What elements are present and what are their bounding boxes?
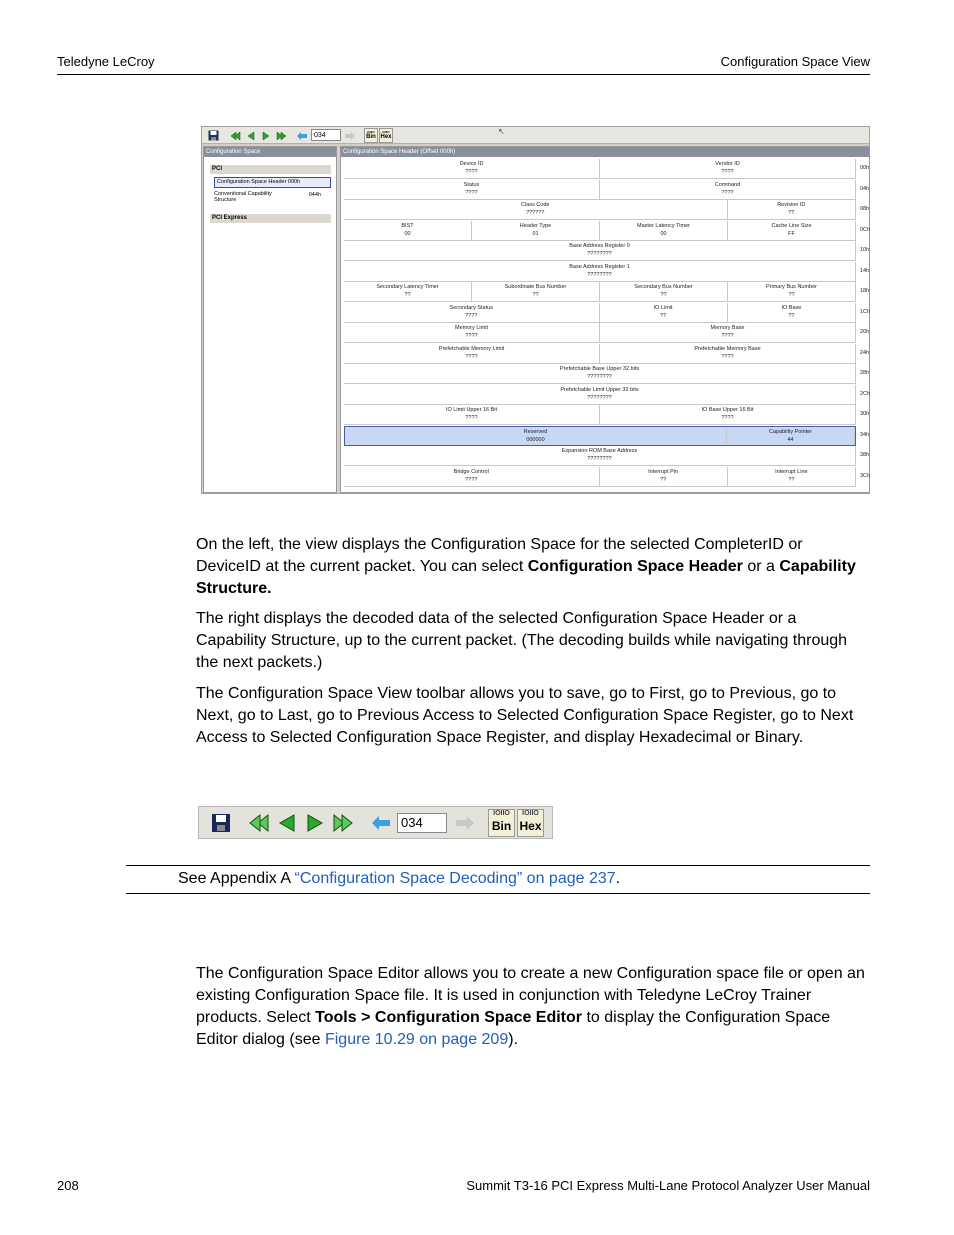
last-icon[interactable]	[275, 129, 287, 142]
para4-text-1: The Configuration Space Editor allows you to create a new Configuration space file or open an existing Configuration Space file. It is used in conjunction with Teledyne LeCroy Trainer products. Select	[196, 965, 865, 1026]
packet-number-field[interactable]: 034	[311, 129, 341, 141]
previous-access-icon[interactable]	[296, 129, 308, 142]
register-field[interactable]	[472, 282, 600, 301]
register-field-value: ????????	[587, 394, 612, 401]
para1-text-1: On the left, the view displays the Configuration Space for the selected CompleterID or DeviceID at the current packet. You can select	[196, 536, 803, 575]
register-field-name: Subordinate Bus Number	[504, 284, 567, 290]
register-field-value: ????	[721, 333, 734, 339]
register-field-name: Reserved	[523, 428, 548, 435]
register-field[interactable]	[728, 467, 856, 486]
register-field-name: Base Address Register 0	[569, 243, 630, 249]
register-cells	[344, 426, 856, 446]
screenshot-toolbar	[202, 127, 869, 144]
register-cells	[344, 303, 856, 323]
register-field-name: Interrupt Line	[775, 468, 808, 475]
config-space-toolbar	[198, 806, 553, 839]
register-field[interactable]	[344, 282, 472, 301]
register-field-value: ????	[465, 333, 478, 339]
packet-number-field[interactable]: 034	[397, 813, 447, 833]
tree-item-capability[interactable]	[214, 191, 331, 204]
register-field-name: Prefetchable Base Upper 32 bits	[559, 366, 640, 372]
register-field[interactable]	[344, 180, 600, 199]
header-rule	[57, 74, 870, 75]
register-field-name: IO Limit	[653, 304, 673, 311]
binary-button[interactable]	[488, 809, 515, 837]
register-field-name: BIST	[401, 222, 414, 229]
register-field-name: Secondary Bus Number	[634, 284, 693, 290]
next-icon[interactable]	[303, 811, 327, 835]
binary-small-label: IOIIO	[367, 130, 375, 134]
tree-item-label: Configuration Space Header 000h	[217, 179, 301, 185]
next-access-icon[interactable]	[453, 811, 477, 835]
register-field-name: Prefetchable Memory Base	[694, 345, 761, 352]
register-field-value: ??	[788, 210, 795, 216]
register-field[interactable]	[728, 303, 856, 322]
hex-button[interactable]	[379, 128, 393, 143]
cursor-icon: ↖	[498, 127, 505, 136]
save-icon[interactable]	[206, 129, 220, 142]
register-field-name: Command	[714, 181, 741, 188]
register-field-value: ????	[465, 353, 478, 360]
para1-bold-2: Capability Structure.	[196, 558, 856, 597]
register-row[interactable]	[344, 446, 871, 466]
register-field[interactable]	[600, 467, 728, 486]
register-field-name: Capability Pointer	[768, 428, 813, 435]
para4-text-3: ).	[508, 1031, 519, 1048]
register-row[interactable]	[344, 200, 871, 220]
register-offset: 04h	[860, 185, 870, 192]
register-field-value: ????????	[587, 271, 612, 278]
register-field-name: Bridge Control	[453, 468, 489, 475]
register-cells	[344, 323, 856, 343]
register-field-name: Cache Line Size	[771, 222, 812, 229]
note-appendix	[178, 868, 620, 890]
tree-section-pci[interactable]: PCI	[210, 165, 331, 174]
register-field-name: IO Limit Upper 16 Bit	[445, 407, 498, 413]
register-row[interactable]	[344, 344, 871, 364]
next-icon[interactable]	[260, 129, 272, 142]
register-field-value: ??	[788, 476, 795, 483]
tree-section-pci-express[interactable]: PCI Express	[210, 214, 331, 223]
register-offset: 38h	[860, 452, 870, 458]
tree-item-config-header[interactable]	[214, 177, 331, 188]
register-cells	[344, 405, 856, 425]
register-field-value: ??????	[526, 210, 545, 216]
register-offset: 1Ch	[860, 308, 871, 315]
register-offset: 30h	[860, 411, 870, 417]
para4-text-2: to display the Configuration Space Editor dialog (see	[196, 1009, 831, 1048]
register-row[interactable]	[344, 405, 871, 425]
register-field-value: ??	[532, 292, 539, 298]
register-cells	[344, 180, 856, 200]
register-field[interactable]	[727, 427, 855, 445]
register-field-value: ????	[465, 169, 478, 175]
register-offset: 10h	[860, 247, 870, 253]
register-field[interactable]	[344, 200, 728, 219]
paragraph-decoding: The right displays the decoded data of the selected Configuration Space Header or a Capability Structure, up to the current packet. (The decoding builds while navigating through the next packets.)	[196, 610, 848, 671]
register-row[interactable]	[344, 282, 871, 302]
register-field-value: ????	[465, 189, 478, 196]
register-offset: 18h	[860, 288, 870, 294]
appendix-link[interactable]: “Configuration Space Decoding” on page 237	[294, 870, 616, 887]
register-field-name: Memory Limit	[454, 325, 488, 331]
register-row[interactable]	[344, 241, 871, 261]
register-field-name: Secondary Latency Timer	[376, 284, 439, 290]
register-field[interactable]	[344, 159, 600, 178]
register-cells	[344, 344, 856, 364]
hex-label: Hex	[519, 819, 542, 833]
register-offset: 2Ch	[860, 390, 871, 397]
register-field-value: ????	[721, 169, 734, 175]
register-field-name: Prefetchable Limit Upper 32 bits	[560, 386, 639, 393]
register-offset: 24h	[860, 349, 870, 356]
register-cells	[344, 446, 856, 466]
register-field-value: ????	[465, 415, 478, 421]
register-field-value: ????????	[587, 251, 612, 257]
register-field[interactable]	[600, 180, 856, 199]
paragraph-editor	[196, 963, 866, 1051]
register-field-name: Header Type	[519, 222, 552, 229]
register-field[interactable]	[600, 282, 728, 301]
register-field[interactable]	[600, 303, 728, 322]
register-field-name: Secondary Status	[449, 304, 493, 311]
register-field[interactable]	[345, 427, 727, 445]
register-field-name: Primary Bus Number	[765, 284, 818, 290]
register-cells	[344, 241, 856, 261]
register-row[interactable]	[344, 385, 871, 405]
register-offset: 08h	[860, 206, 870, 212]
register-row[interactable]	[344, 364, 871, 384]
register-field-name: Master Latency Timer	[637, 222, 690, 229]
register-row[interactable]	[344, 221, 871, 241]
register-field[interactable]	[728, 282, 856, 301]
first-icon[interactable]	[247, 811, 271, 835]
register-field[interactable]	[600, 221, 728, 240]
note-suffix: .	[615, 870, 621, 887]
register-field[interactable]	[344, 221, 472, 240]
register-offset: 0Ch	[860, 226, 871, 233]
register-field[interactable]	[728, 200, 857, 219]
register-offset: 14h	[860, 267, 870, 274]
tree-item-label: Conventional Capability Structure	[214, 190, 272, 203]
binary-label: Bin	[491, 819, 512, 833]
header-brand: Teledyne LeCroy	[57, 54, 155, 69]
register-field-name: Memory Base	[710, 325, 745, 331]
register-field[interactable]	[344, 446, 856, 465]
register-field-value: ????????	[587, 456, 612, 462]
register-offset: 00h	[860, 165, 870, 171]
register-cells	[344, 282, 856, 302]
register-field[interactable]	[600, 323, 856, 342]
binary-small-label: IOIIO	[493, 810, 510, 817]
para1-text-2: or a	[742, 558, 780, 575]
last-icon[interactable]	[331, 811, 355, 835]
register-field[interactable]	[344, 262, 856, 281]
register-field-name: Vendor ID	[715, 161, 740, 167]
paragraph-view-description	[196, 534, 866, 600]
hex-small-label: IOIIO	[522, 810, 539, 817]
register-field[interactable]	[344, 241, 856, 260]
hex-small-label: IOIIO	[382, 130, 390, 134]
register-field[interactable]	[472, 221, 600, 240]
register-cells	[344, 159, 856, 179]
register-cells	[344, 385, 856, 405]
register-field[interactable]	[344, 323, 600, 342]
first-icon[interactable]	[230, 129, 242, 142]
register-field[interactable]	[728, 221, 856, 240]
register-field-value: ??	[788, 292, 795, 298]
register-offset: 20h	[860, 329, 870, 335]
config-space-tree-panel	[203, 146, 337, 493]
register-field-name: Status	[463, 181, 480, 188]
register-field-value: ????	[721, 415, 734, 421]
next-access-icon[interactable]	[344, 129, 356, 142]
hex-label: Hex	[380, 134, 392, 140]
register-field[interactable]	[344, 303, 600, 322]
register-cells	[344, 467, 856, 487]
register-field-name: Interrupt Pin	[648, 468, 679, 475]
register-field-value: ????	[465, 312, 478, 319]
register-field-name: Prefetchable Memory Limit	[438, 345, 505, 352]
previous-access-icon[interactable]	[369, 811, 393, 835]
previous-icon[interactable]	[275, 811, 299, 835]
register-offset: 3Ch	[860, 472, 871, 479]
register-field-name: IO Base Upper 16 Bit	[701, 407, 754, 413]
register-offset: 28h	[860, 370, 870, 376]
config-space-header-panel	[340, 146, 870, 493]
save-icon[interactable]	[209, 811, 233, 835]
register-field[interactable]	[344, 385, 856, 404]
register-field-value: ????????	[587, 374, 612, 380]
figure-link[interactable]: Figure 10.29 on page 209	[324, 1031, 509, 1048]
register-cells	[344, 200, 856, 220]
register-row[interactable]	[344, 262, 871, 282]
register-field[interactable]	[344, 344, 600, 363]
register-field-value: FF	[788, 230, 795, 237]
register-field-value: ??	[660, 292, 667, 298]
register-field-value: 00	[404, 230, 411, 237]
register-field[interactable]	[600, 405, 856, 424]
register-field-value: ??	[404, 292, 411, 298]
register-field-name: IO Base	[781, 304, 802, 311]
register-field-value: 44	[787, 436, 794, 443]
config-space-view-screenshot	[201, 126, 870, 494]
register-row[interactable]	[344, 159, 871, 179]
register-field-value: ??	[660, 312, 667, 319]
register-field-name: Expansion ROM Base Address	[561, 448, 638, 454]
hex-button[interactable]	[517, 809, 544, 837]
binary-button[interactable]	[364, 128, 378, 143]
binary-label: Bin	[366, 134, 376, 140]
register-field[interactable]	[600, 344, 856, 363]
note-rule-bottom	[126, 893, 870, 894]
register-row[interactable]	[344, 180, 871, 200]
register-field[interactable]	[344, 405, 600, 424]
register-field-value: ????	[721, 353, 734, 360]
note-rule-top	[126, 865, 870, 866]
previous-icon[interactable]	[245, 129, 257, 142]
register-field-value: 00	[660, 230, 667, 237]
register-field-value: 000000	[526, 436, 545, 443]
register-row[interactable]	[344, 467, 871, 487]
register-field-name: Base Address Register 1	[569, 263, 630, 270]
tree-item-offset: 044h	[308, 191, 321, 198]
manual-title: Summit T3-16 PCI Express Multi-Lane Protocol Analyzer User Manual	[466, 1178, 870, 1193]
para4-bold-menu: Tools > Configuration Space Editor	[315, 1009, 582, 1026]
register-cells	[344, 364, 856, 384]
register-field[interactable]	[344, 467, 600, 486]
register-field-name: Revision ID	[777, 202, 806, 208]
register-cells	[344, 262, 856, 282]
register-field-value: 01	[532, 230, 539, 237]
note-prefix: See Appendix A	[178, 870, 295, 887]
register-cells	[344, 221, 856, 241]
header-section-title: Configuration Space View	[720, 54, 870, 69]
register-row[interactable]	[344, 426, 871, 446]
register-field-value: ??	[660, 476, 667, 483]
tree-panel-title: Configuration Space	[204, 147, 336, 157]
register-field-name: Class Code	[521, 202, 550, 208]
paragraph-toolbar: The Configuration Space View toolbar allows you to save, go to First, go to Previous, go to Next, go to Last, go to Previous Access to Selected Configuration Space Register, go to Next Access to Selected Configuration Space Register, and display Hexadecimal or Binary.	[196, 685, 854, 746]
register-field-value: ????	[465, 476, 478, 483]
register-field-name: Device ID	[459, 161, 484, 167]
register-field-value: ????	[721, 189, 734, 196]
register-field[interactable]	[344, 364, 856, 383]
page-number: 208	[57, 1178, 79, 1193]
register-field-value: ??	[788, 312, 795, 319]
register-field[interactable]	[600, 159, 856, 178]
register-row[interactable]	[344, 303, 871, 323]
register-row[interactable]	[344, 323, 871, 343]
register-offset: 34h	[860, 431, 870, 438]
header-panel-title: Configuration Space Header (Offset 000h)	[341, 147, 869, 157]
para1-bold-1: Configuration Space Header	[527, 558, 743, 575]
